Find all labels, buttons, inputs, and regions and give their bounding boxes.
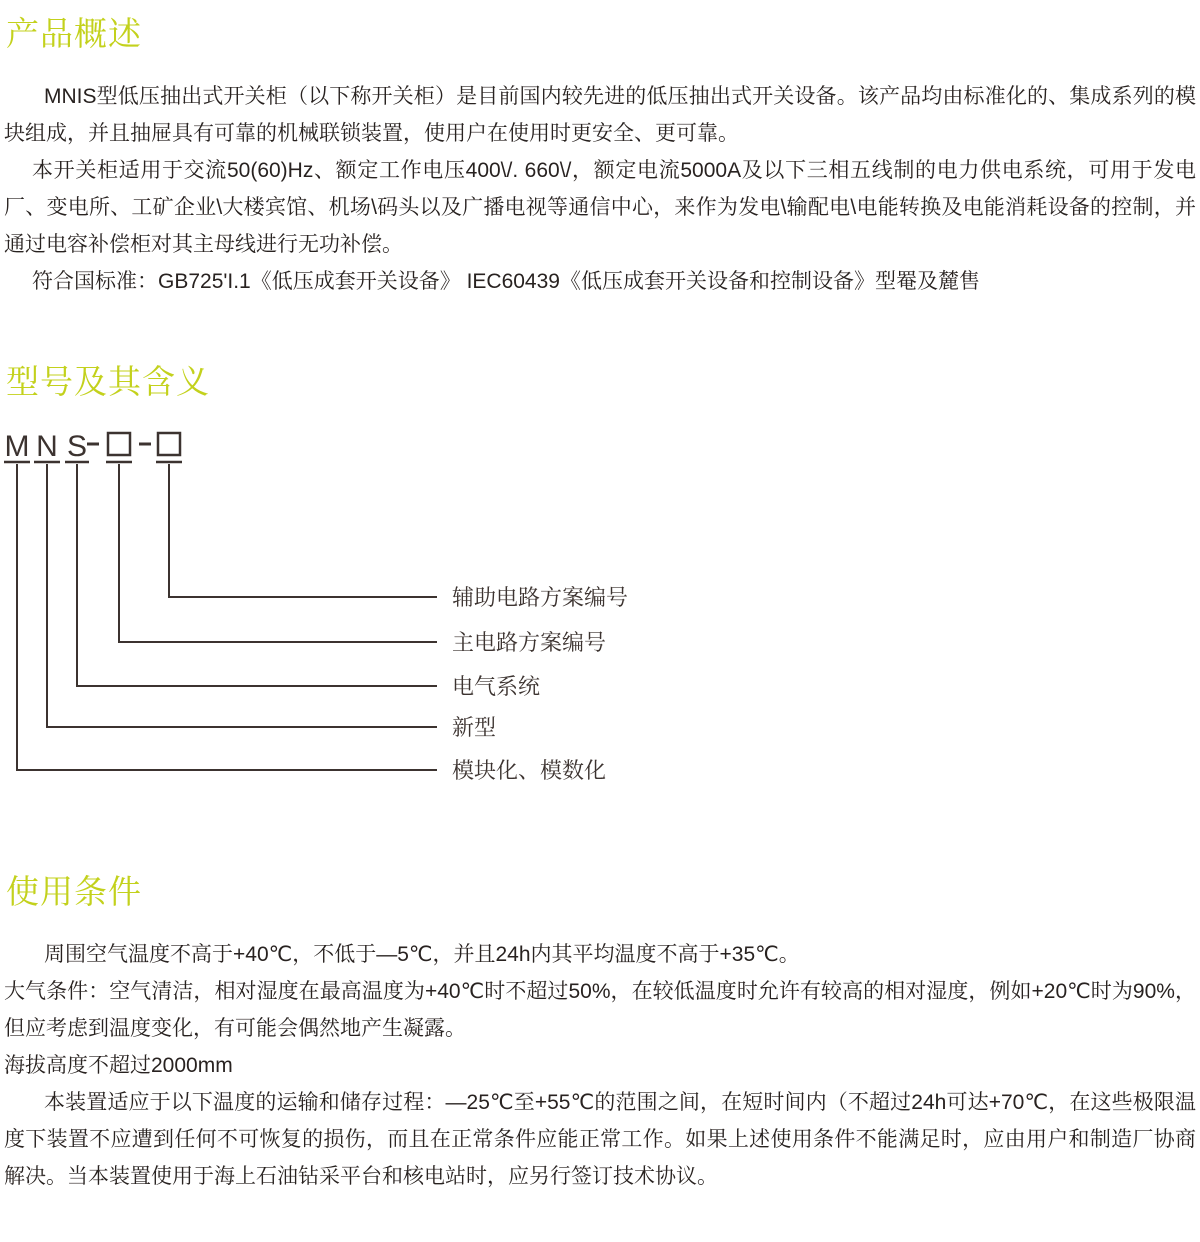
model-placeholder-box-aux <box>158 433 180 455</box>
diagram-label-main-circuit: 主电路方案编号 <box>452 630 607 655</box>
connector-new-type <box>47 464 437 727</box>
conditions-paragraph-temperature: 周围空气温度不高于+40℃，不低于—5℃，并且24h内其平均温度不高于+35℃。 <box>44 943 800 966</box>
overview-text-block <box>4 78 1196 300</box>
diagram-label-aux-circuit: 辅助电路方案编号 <box>452 585 629 610</box>
overview-paragraph-2: 本开关柜适用于交流50(60)Hz、额定工作电压400\/. 660\/，额定电流5000A及以下三相五线制的电力供电系统，可用于发电厂、变电所、工矿企业\大楼宾馆、机场\码头以及广播电视等通信中心，来作为发电\输配电\电能转换及电能消耗设备的控制，并通过电容补偿柜对其主母线进行无功补偿。 <box>4 159 1196 256</box>
conditions-paragraph-atmosphere: 大气条件：空气清洁，相对湿度在最高温度为+40℃时不超过50%，在较低温度时允许有较高的相对湿度，例如+20℃时为90%，但应考虑到温度变化，有可能会偶然地产生凝露。 <box>4 980 1196 1040</box>
connector-main-circuit <box>119 464 437 642</box>
section-heading-use-conditions: 使用条件 <box>6 873 142 910</box>
diagram-label-electrical-system: 电气系统 <box>452 674 541 699</box>
section-heading-model-meaning: 型号及其含义 <box>6 363 210 400</box>
diagram-label-new-type: 新型 <box>452 715 497 740</box>
connector-electrical <box>77 464 437 686</box>
model-designation-diagram <box>0 424 1200 802</box>
connector-aux-circuit <box>169 464 437 597</box>
model-letter-n: N <box>36 430 58 463</box>
overview-paragraph-1: MNIS型低压抽出式开关柜（以下称开关柜）是目前国内较先进的低压抽出式开关设备。该产品均由标准化的、集成系列的模块组成，并且抽屉具有可靠的机械联锁装置，使用户在使用时更安全、更可靠。 <box>4 85 1196 145</box>
model-letter-s: S <box>66 430 88 463</box>
diagram-label-modular: 模块化、模数化 <box>452 758 607 783</box>
model-letter-m: M <box>4 430 30 463</box>
model-placeholder-box-main <box>108 433 130 455</box>
section-heading-product-overview: 产品概述 <box>6 15 142 52</box>
conditions-paragraph-altitude: 海拔高度不超过2000mm <box>4 1054 233 1077</box>
overview-paragraph-3: 符合国标准：GB725'I.1《低压成套开关设备》 IEC60439《低压成套开关设备和控制设备》型罨及麓售 <box>32 270 980 293</box>
conditions-text-block <box>4 936 1196 1195</box>
conditions-paragraph-transport-storage: 本装置适应于以下温度的运输和储存过程：—25℃至+55℃的范围之间，在短时间内（不超过24h可达+70℃，在这些极限温度下装置不应遭到任何不可恢复的损伤，而且在正常条件应能正常工作。如果上述使用条件不能满足时，应由用户和制造厂协商解决。当本装置使用于海上石油钻采平台和核电站时，应另行签订技术协议。 <box>4 1091 1196 1188</box>
connector-modular <box>17 464 437 770</box>
